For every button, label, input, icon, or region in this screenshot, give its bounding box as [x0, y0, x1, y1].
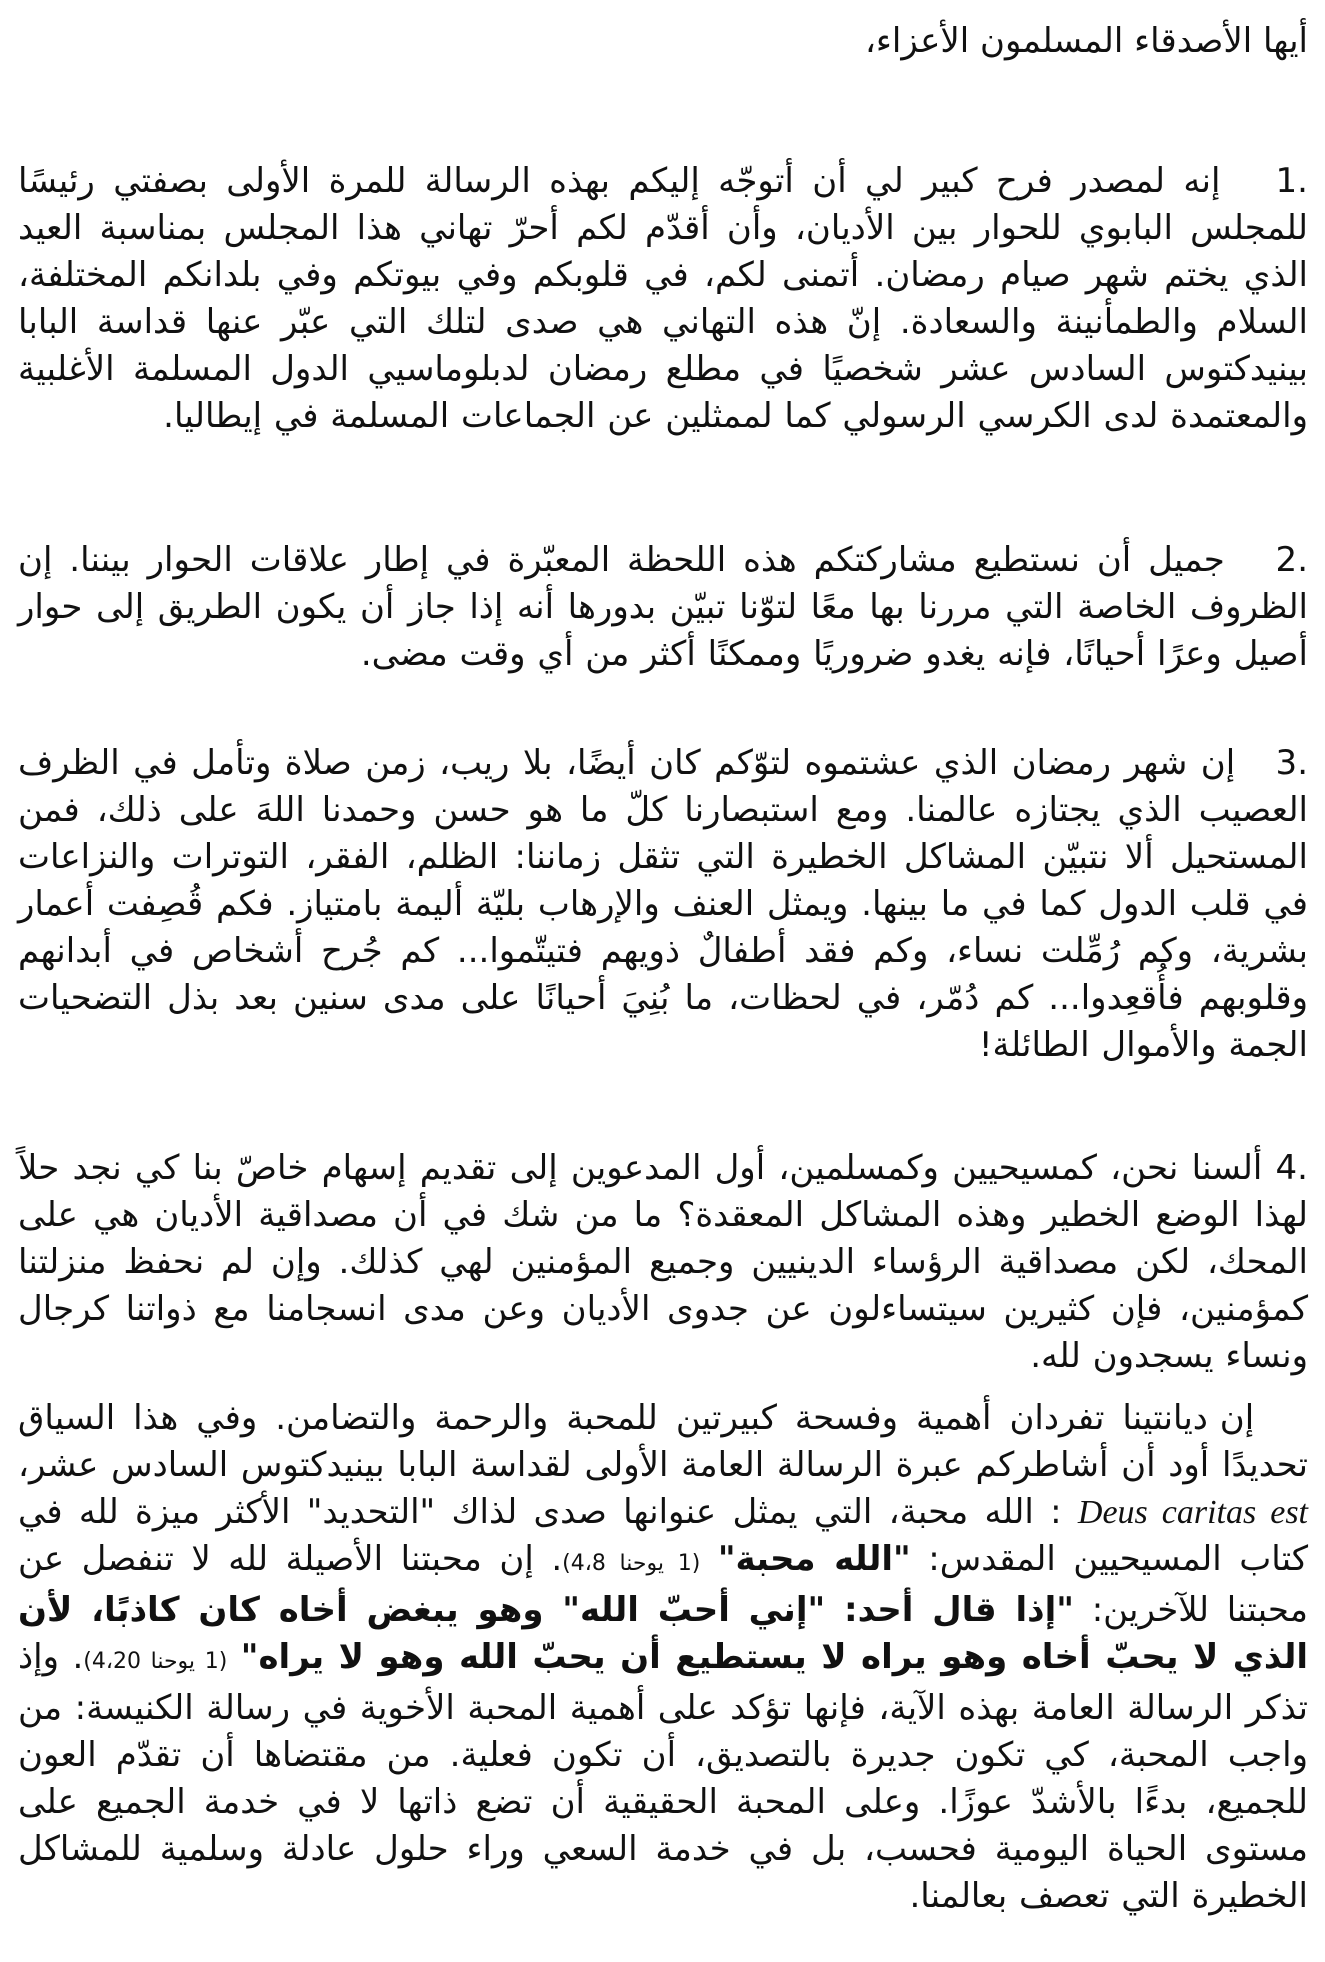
scripture-reference: (1 يوحنا 4،8) [562, 1551, 701, 1576]
paragraph-4 [18, 1145, 1308, 1380]
paragraph-text: . إن محبتنا الأصيلة لله لا تنفصل عن محبتنا للآخرين: [18, 1539, 1308, 1630]
scripture-reference: (1 يوحنا 4،20) [83, 1649, 228, 1674]
paragraph-5 [18, 1395, 1308, 1955]
paragraph-text: إن شهر رمضان الذي عشتموه لتوّكم كان أيضًا، بلا ريب، زمن صلاة وتأمل في الظرف العصيب الذي يجتازه عالمنا. ومع استبصارنا كلّ ما هو حسن وحمدنا اللهَ على ذلك، فمن المستحيل ألا نتبيّن المشاكل الخطيرة التي تثقل زماننا: الظلم، الفقر، التوترات والنزاعات في قلب الدول كما في ما بينها. ويمثل العنف والإرهاب بليّة أليمة بامتياز. فكم قُصِفت أعمار بشرية، وكم رُمِّلت نساء، وكم فقد أطفالٌ ذويهم فتيتّموا... كم جُرح أشخاص في أبدانهم وقلوبهم فأُقعِدوا... كم دُمّر، في لحظات، ما بُنِيَ أحيانًا على مدى سنين بعد بذل التضحيات الجمة والأموال الطائلة! [18, 743, 1308, 1065]
paragraph-3 [18, 740, 1308, 1110]
paragraph-1 [18, 158, 1308, 448]
paragraph-text: إن ديانتينا تفردان أهمية وفسحة كبيرتين للمحبة والرحمة والتضامن. وفي هذا السياق تحديدًا أود أن أشاطركم عبرة الرسالة العامة الأولى لقداسة البابا بينيدكتوس السادس عشر، [18, 1398, 1308, 1485]
paragraph-number: .2 [1275, 540, 1308, 580]
salutation: أيها الأصدقاء المسلمون الأعزاء، [864, 21, 1308, 61]
letter-page [18, 10, 1308, 1955]
paragraph-text: . وإذ تذكر الرسالة العامة بهذه الآية، فإنها تؤكد على أهمية المحبة الأخوية في رسالة الكنيسة: من واجب المحبة، كي تكون جديرة بالتصديق، أن تكون فعلية. من مقتضاها أن تقدّم العون للجميع، بدءًا بالأشدّ عوزًا. وعلى المحبة الحقيقية أن تضع ذاتها لا في خدمة الجميع على مستوى الحياة اليومية فحسب، بل في خدمة السعي وراء حلول عادلة وسلمية للمشاكل الخطيرة التي تعصف بعالمنا. [18, 1637, 1308, 1916]
paragraph-number: .1 [1275, 161, 1308, 201]
paragraph-text: إنه لمصدر فرح كبير لي أن أتوجّه إليكم بهذه الرسالة للمرة الأولى بصفتي رئيسًا للمجلس البابوي للحوار بين الأديان، وأن أقدّم لكم أحرّ تهاني هذا المجلس بمناسبة العيد الذي يختم شهر صيام رمضان. أتمنى لكم، في قلوبكم وفي بيوتكم وفي بلدانكم المختلفة، السلام والطمأنينة والسعادة. إنّ هذه التهاني هي صدى لتلك التي عبّر عنها قداسة البابا بينيدكتوس السادس عشر شخصيًا في مطلع رمضان لدبلوماسيي الدول المسلمة الأغلبية والمعتمدة لدى الكرسي الرسولي كما لممثلين عن الجماعات المسلمة في إيطاليا. [18, 161, 1308, 436]
paragraph-number: .3 [1275, 743, 1308, 783]
paragraph-number: .4 [1275, 1148, 1308, 1188]
scripture-quote: "الله محبة" [717, 1539, 911, 1579]
paragraph-2 [18, 537, 1308, 687]
paragraph-text: ألسنا نحن، كمسيحيين وكمسلمين، أول المدعوين إلى تقديم إسهام خاصّ بنا كي نجد حلاً لهذا الوضع الخطير وهذه المشاكل المعقدة؟ ما من شك في أن مصداقية الأديان هي على المحك، لكن مصداقية الرؤساء الدينيين وجميع المؤمنين لهي كذلك. وإن لم نحفظ منزلتنا كمؤمنين، فإن كثيرين سيتساءلون عن جدوى الأديان وعن مدى انسجامنا مع ذواتنا كرجال ونساء يسجدون لله. [18, 1148, 1308, 1376]
encyclical-title: Deus caritas est [1077, 1494, 1308, 1531]
paragraph-text: جميل أن نستطيع مشاركتكم هذه اللحظة المعبّرة في إطار علاقات الحوار بيننا. إن الظروف الخاصة التي مررنا بها معًا لتوّنا تبيّن بدورها أنه إذا جاز أن يكون الطريق إلى حوار أصيل وعرًا أحيانًا، فإنه يغدو ضروريًا وممكنًا أكثر من أي وقت مضى. [18, 540, 1308, 674]
scripture-quote: "إذا قال أحد: "إني أحبّ الله" وهو يبغض أخاه كان كاذبًا، لأن الذي لا يحبّ أخاه وهو يراه لا يستطيع أن يحبّ الله وهو لا يراه" [18, 1590, 1308, 1677]
paragraph-text: : الله محبة، التي يمثل عنوانها صدى لذاك "التحديد" الأكثر ميزة لله في كتاب المسيحيين المقدس: [18, 1492, 1309, 1579]
